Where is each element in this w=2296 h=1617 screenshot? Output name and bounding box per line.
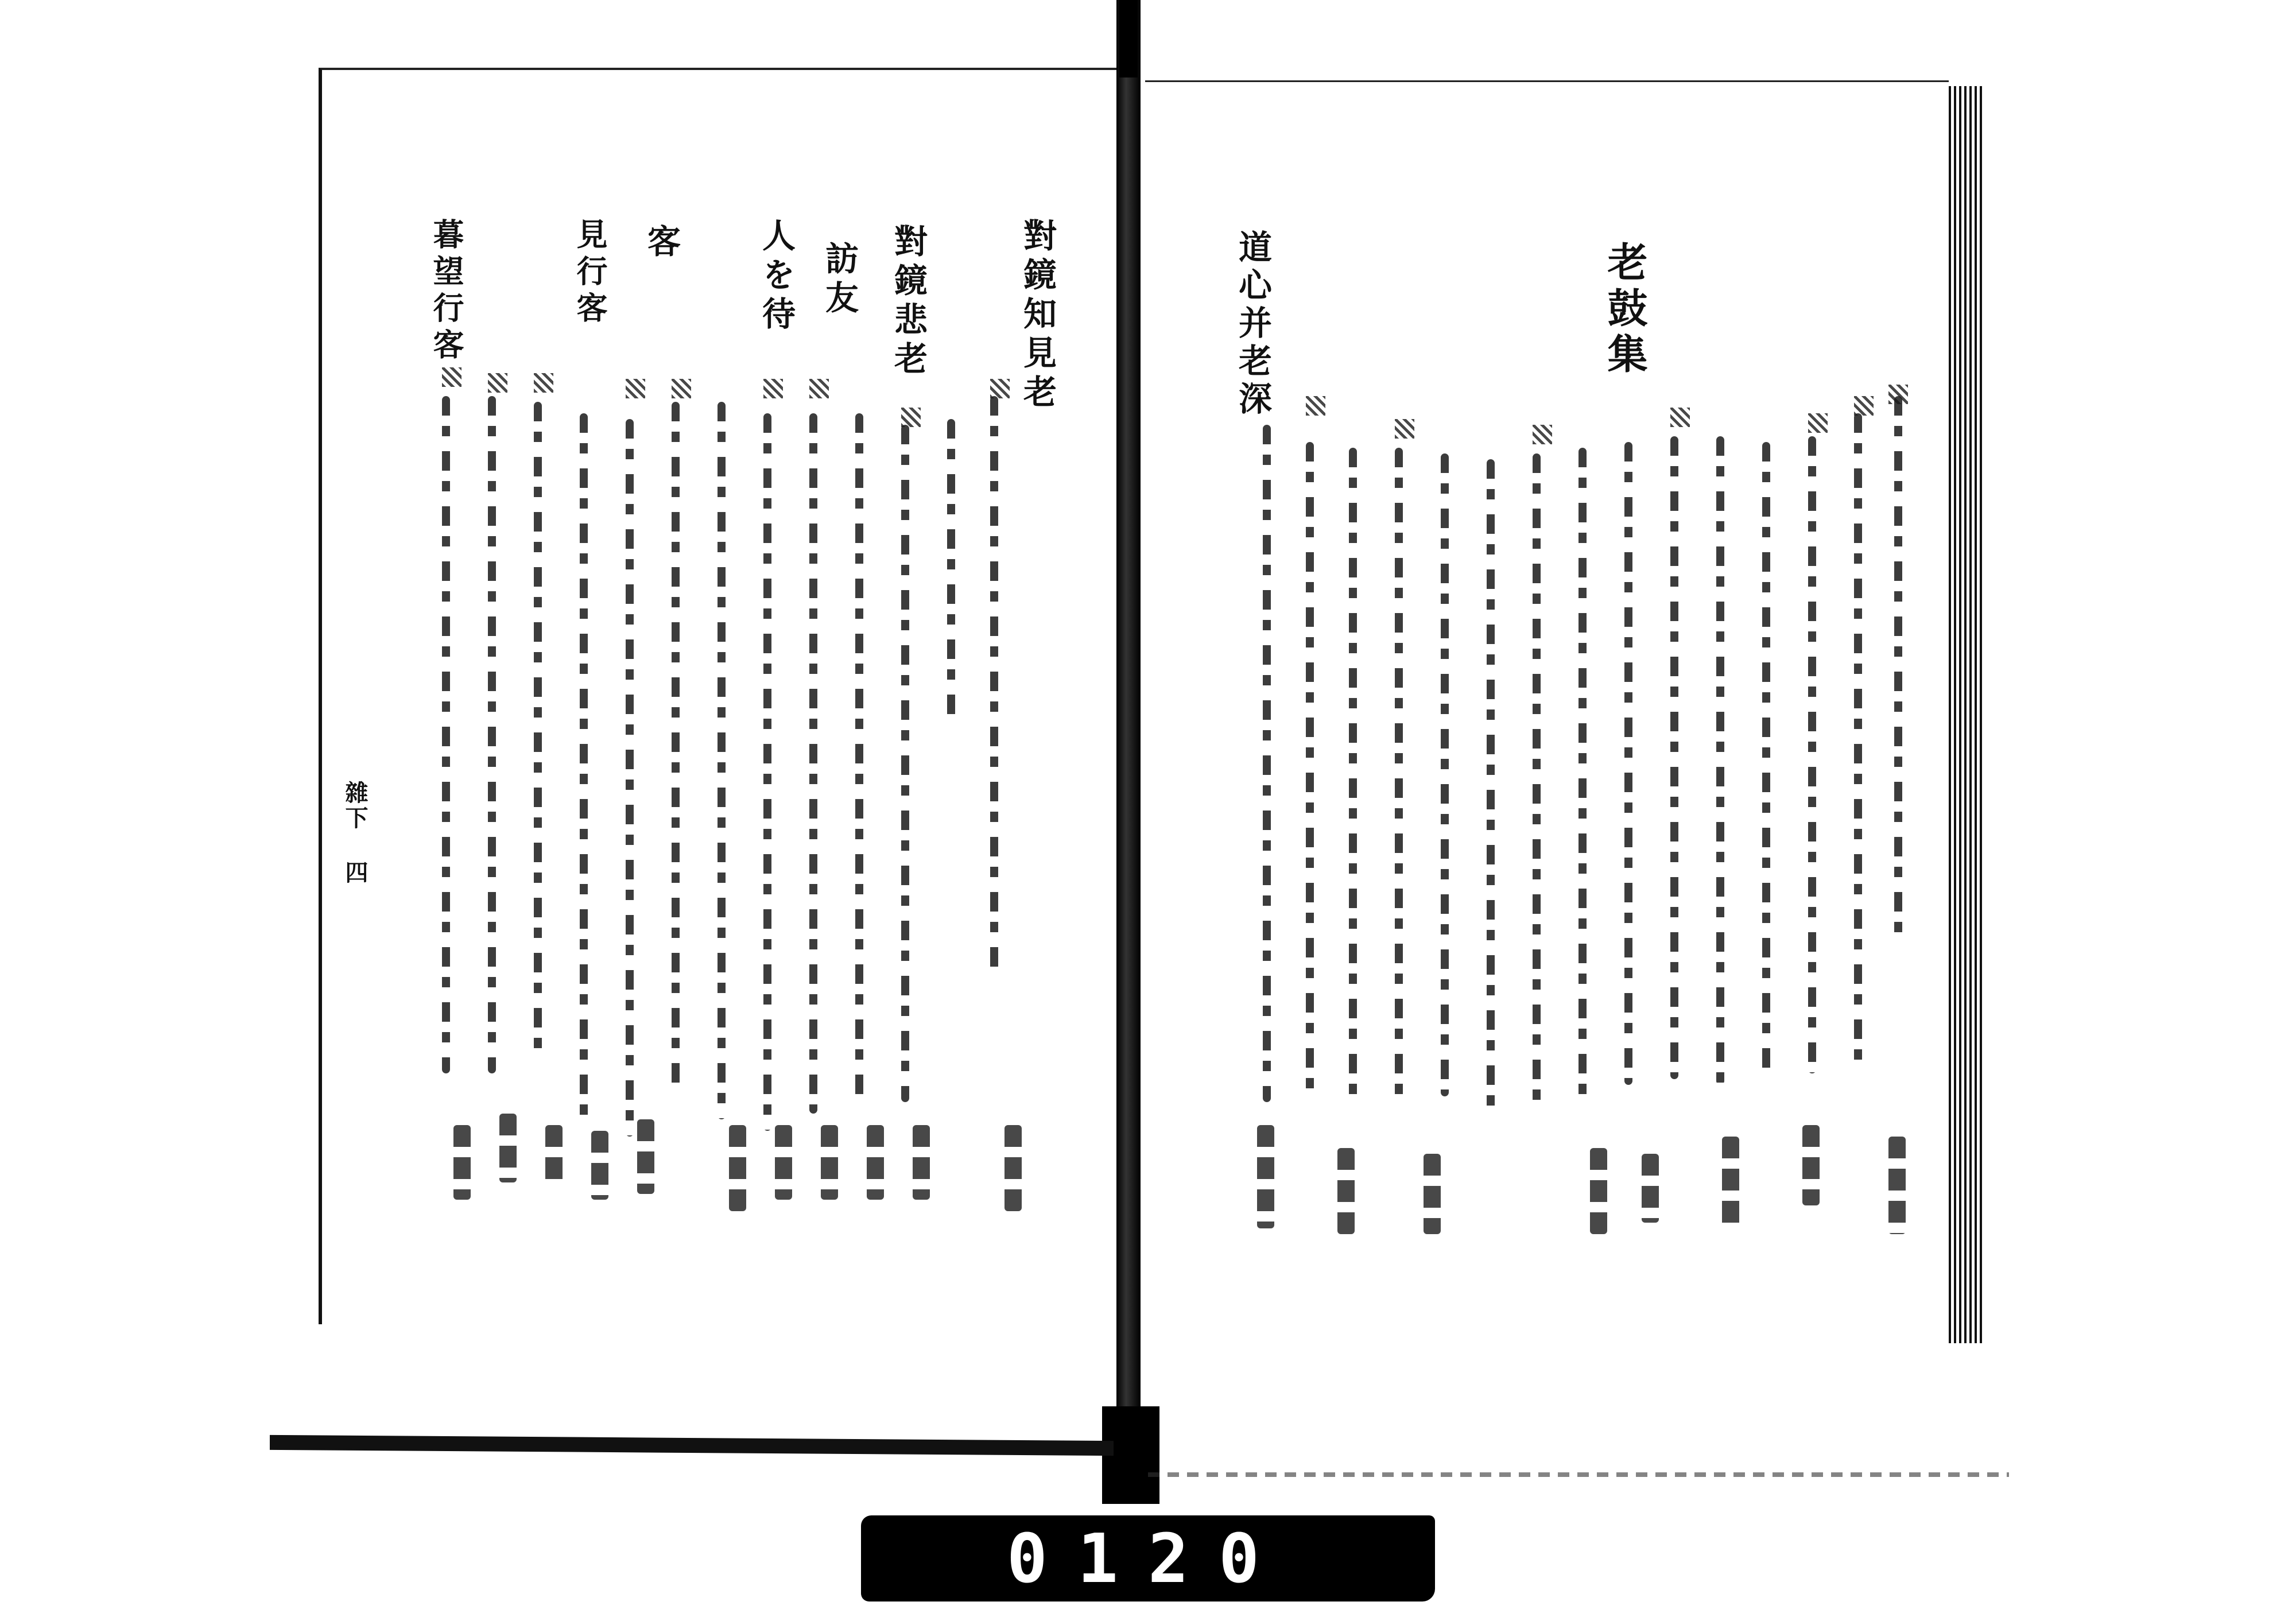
text-line [580,413,588,1125]
poem-marker [809,379,829,398]
text-line [718,402,726,1119]
spine-clip [1119,0,1138,77]
text-line [809,413,817,1114]
author-name [913,1125,930,1200]
author-name [1337,1148,1355,1234]
author-name [453,1125,471,1200]
book-spine [1116,0,1141,1504]
text-line [672,402,680,1091]
poem-marker [1808,413,1828,433]
poem-marker [534,373,553,393]
text-line [488,396,496,1073]
author-name [1888,1137,1906,1234]
poem-marker [1395,419,1414,439]
section-title: 老鼓集 [1601,241,1649,379]
text-line [1716,436,1724,1085]
author-name [637,1119,654,1194]
author-name [1642,1154,1659,1223]
author-name [1257,1125,1274,1228]
poem-marker [1670,408,1690,427]
author-name [1004,1125,1022,1211]
text-line [763,413,771,1131]
author-name [729,1125,746,1211]
text-line [1306,442,1314,1102]
text-line [1533,453,1541,1108]
text-line [901,425,909,1102]
text-line [947,419,955,718]
author-name [1722,1137,1739,1228]
text-line [1624,442,1632,1085]
text-line [1395,448,1403,1108]
author-name [867,1125,884,1200]
poem-marker [1533,425,1552,444]
text-line [990,396,998,970]
folio-number: 雜下 四 [342,781,369,886]
poem-marker [488,373,507,393]
author-name [775,1125,792,1200]
poem-heading: 見行客 [572,218,608,328]
poem-marker [990,379,1010,398]
author-name [499,1114,517,1182]
poem-marker [763,379,783,398]
text-line [534,402,542,1062]
text-line [855,413,863,1102]
poem-heading: 客 [642,224,681,263]
frame-number: 0120 [1006,1519,1290,1598]
poem-heading: 暮望行客 [428,218,465,365]
text-line [1854,413,1862,1073]
author-name [1424,1154,1441,1234]
section-subtitle: 道心并老深 [1233,230,1272,419]
page-edge [1949,86,1983,1343]
poem-marker [1888,385,1908,404]
page-bottom-edge [1148,1472,2009,1477]
author-name [821,1125,838,1200]
poem-marker [442,367,461,387]
poem-heading: 訪友 [820,241,859,319]
text-line [1441,453,1449,1096]
poem-marker [672,379,691,398]
text-line [442,396,450,1073]
author-name [545,1125,563,1188]
poem-marker [901,408,921,427]
text-line [1487,459,1495,1114]
poem-marker [1854,396,1874,416]
author-name [591,1131,608,1200]
text-line [1578,448,1587,1108]
poem-heading: 對鏡知見老 [1018,218,1057,413]
text-line [1762,442,1770,1073]
poem-marker [1306,396,1325,416]
page-bottom-edge [270,1435,1114,1456]
poem-heading: 人を待 [757,218,796,335]
text-line [1670,436,1678,1079]
text-line [626,419,634,1137]
text-line [1349,448,1357,1102]
text-line [1894,396,1902,941]
poem-marker [626,379,645,398]
text-line [1808,436,1816,1073]
author-name [1590,1148,1607,1234]
text-line [1263,425,1271,1102]
author-name [1802,1125,1820,1205]
poem-heading: 對鏡悲老 [889,224,928,380]
